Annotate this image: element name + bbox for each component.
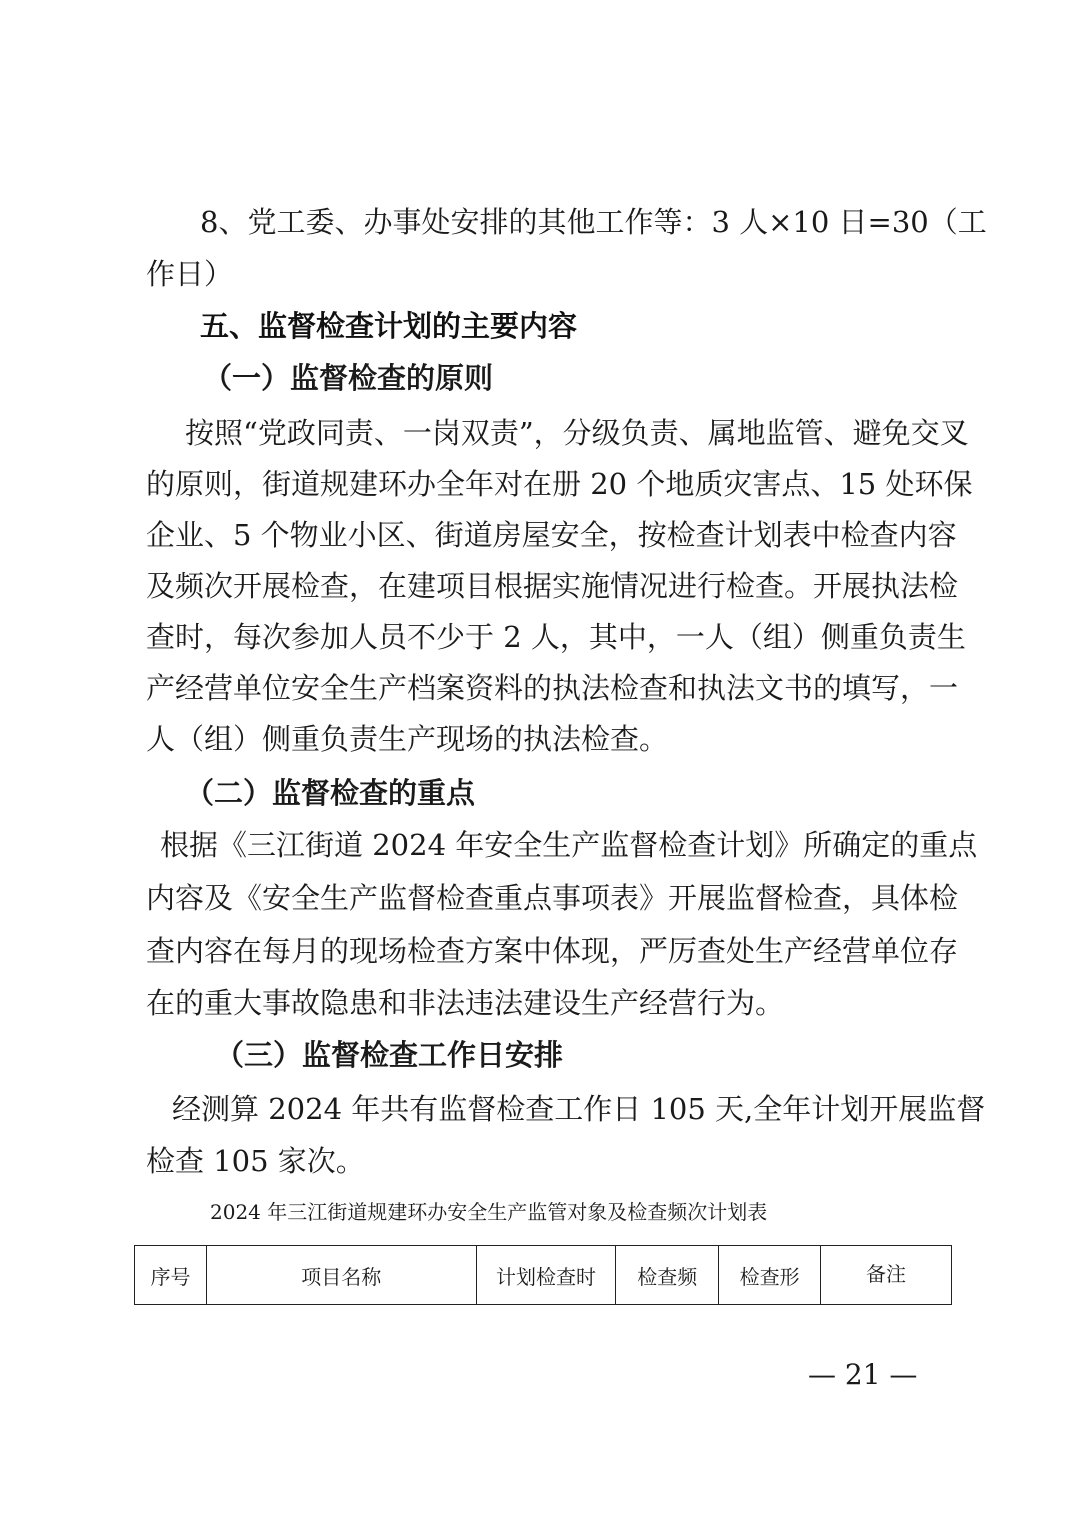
table-header-cell: 计划检查时	[476, 1246, 616, 1305]
sub1-para-line-5: 查时，每次参加人员不少于 2 人，其中，一人（组）侧重负责生	[146, 620, 966, 654]
table-header-cell: 检查形	[719, 1246, 821, 1305]
table-header-cell: 序号	[135, 1246, 207, 1305]
sub2-para-line-1: 根据《三江街道 2024 年安全生产监督检查计划》所确定的重点	[160, 828, 978, 862]
sub1-para-line-4: 及频次开展检查，在建项目根据实施情况进行检查。开展执法检	[146, 569, 959, 603]
sub3-para-line-2: 检查 105 家次。	[146, 1144, 365, 1178]
sub2-para-line-4: 在的重大事故隐患和非法违法建设生产经营行为。	[146, 986, 785, 1020]
sub1-para-line-7: 人（组）侧重负责生产现场的执法检查。	[146, 722, 669, 756]
sub1-para-line-3: 企业、5 个物业小区、街道房屋安全，按检查计划表中检查内容	[146, 518, 957, 552]
table-header-row	[135, 1246, 952, 1305]
sub1-para-line-2: 的原则，街道规建环办全年对在册 20 个地质灾害点、15 处环保	[146, 467, 973, 501]
item8-line-2: 作日）	[146, 257, 234, 291]
subsection-1-heading: （一）监督检查的原则	[203, 361, 494, 395]
page-number: — 21 —	[808, 1358, 918, 1391]
sub3-para-line-1: 经测算 2024 年共有监督检查工作日 105 天,全年计划开展监督	[172, 1092, 986, 1126]
sub2-para-line-2: 内容及《安全生产监督检查重点事项表》开展监督检查，具体检	[146, 881, 959, 915]
subsection-3-heading: （三）监督检查工作日安排	[215, 1038, 564, 1072]
table-header-cell: 项目名称	[206, 1246, 476, 1305]
table-caption: 2024 年三江街道规建环办安全生产监管对象及检查频次计划表	[210, 1200, 768, 1224]
sub1-para-line-1: 按照“党政同责、一岗双责”，分级负责、属地监管、避免交叉	[185, 416, 969, 450]
table-header-cell: 备注	[821, 1246, 952, 1305]
section-5-heading: 五、监督检查计划的主要内容	[200, 309, 578, 343]
subsection-2-heading: （二）监督检查的重点	[185, 776, 476, 810]
item8-line-1: 8、党工委、办事处安排的其他工作等：3 人×10 日=30（工	[200, 205, 987, 239]
sub2-para-line-3: 查内容在每月的现场检查方案中体现，严厉查处生产经营单位存	[146, 934, 959, 968]
table-header-cell: 检查频	[616, 1246, 719, 1305]
sub1-para-line-6: 产经营单位安全生产档案资料的执法检查和执法文书的填写，一	[146, 671, 959, 705]
inspection-plan-table	[134, 1245, 952, 1305]
